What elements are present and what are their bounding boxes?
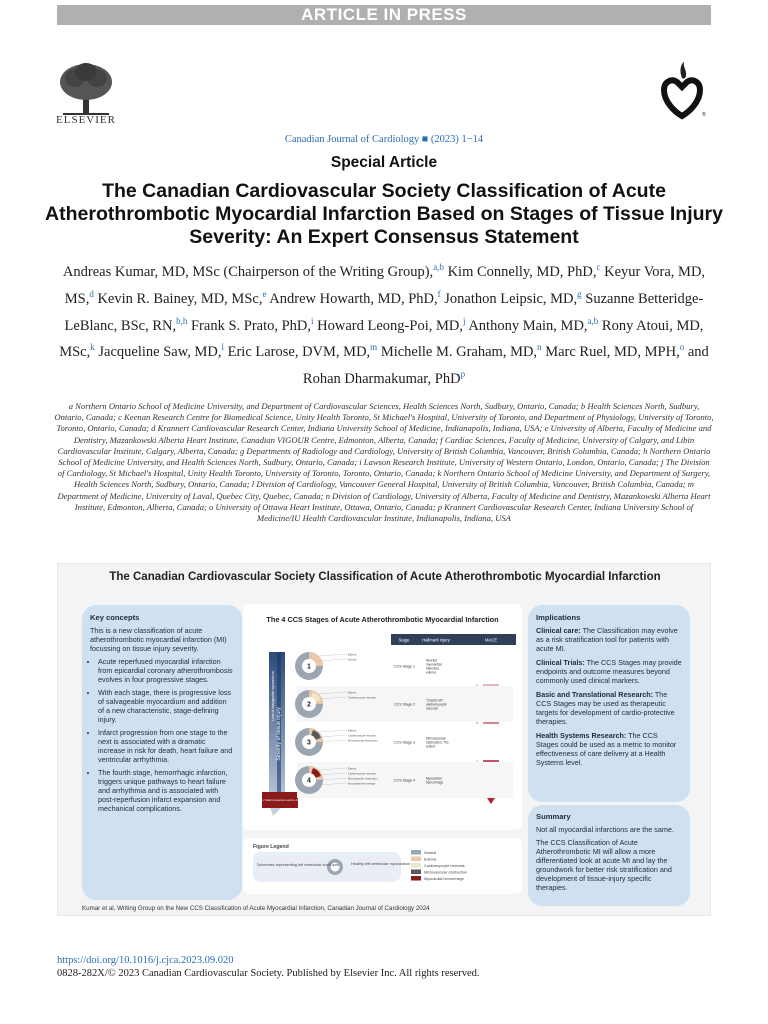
stage-name: CCS Stage 1 bbox=[394, 664, 415, 669]
author: Howard Leong-Poi, MD, bbox=[317, 317, 463, 334]
implication-item: Basic and Translational Research: The CCS Stages may be used as therapeutic targets for development of cardio-protective therapies. bbox=[536, 690, 675, 726]
key-concept-item: • Infarct progression from one stage to the next is associated with a dramatic increase in risk for death, heart failure and ventricular arrhythmia. bbox=[98, 728, 234, 764]
article-type: Special Article bbox=[330, 154, 438, 171]
ccs-stages-diagram bbox=[243, 604, 522, 830]
legend-graphic bbox=[243, 838, 522, 894]
stage-callout-label: Edema bbox=[348, 691, 357, 695]
legend-title: Figure Legend bbox=[253, 844, 289, 850]
stage-callout-label: Myocardial hemorrhage bbox=[348, 782, 376, 786]
implications-panel bbox=[528, 605, 690, 802]
author-affiliation-ref[interactable]: j bbox=[462, 315, 466, 326]
author: and bbox=[687, 344, 709, 361]
implication-item: Clinical Trials: The CCS Stages may provide endpoints and outcome measures beyond commonly used clinical markers. bbox=[536, 658, 682, 685]
central-illustration bbox=[57, 563, 711, 916]
stage-number: 1 bbox=[307, 663, 311, 671]
publisher-name: ELSEVIER bbox=[56, 114, 116, 126]
legend-item-label: Normal bbox=[424, 850, 437, 855]
author-affiliation-ref[interactable]: e bbox=[262, 288, 267, 299]
stage-callout-label: Edema bbox=[348, 729, 357, 733]
salvage-loss-label: Loss of salvageable myocardium bbox=[271, 671, 275, 721]
author: Andreas Kumar, MD, MSc (Chairperson of the Writing Group), bbox=[62, 263, 434, 280]
expansion-note: Endothelial / infarct expansion and re-hemorrhage bbox=[248, 798, 312, 802]
stage-callout-label: Cardiomyocyte necrosis bbox=[348, 734, 376, 738]
stage-name: CCS Stage 3 bbox=[394, 740, 415, 745]
legend-swatch bbox=[411, 870, 421, 875]
legend-swatch bbox=[411, 850, 421, 855]
legend-item-label: Cardiomyocyte necrosis bbox=[424, 863, 465, 868]
author: Jonathon Leipsic, MD, bbox=[444, 290, 578, 307]
illustration-title: The Canadian Cardiovascular Society Classification of Acute Atherothrombotic Myocardial Infarction bbox=[109, 571, 661, 583]
stage-callout-label: Normal bbox=[348, 658, 357, 662]
legend-swatch bbox=[411, 863, 421, 868]
author-affiliation-ref[interactable]: p bbox=[460, 369, 466, 380]
legend-swatches bbox=[411, 850, 467, 881]
stage-hallmark: Aborted myocardial infarction, edema bbox=[426, 658, 442, 675]
author-affiliation-ref[interactable]: m bbox=[370, 342, 378, 353]
stage-callout-label: Microvascular obstruction bbox=[348, 739, 378, 743]
author-affiliation-ref[interactable]: a,b bbox=[433, 262, 444, 272]
key-concept-item: • The fourth stage, hemorrhagic infarction, triggers unique pathways to heart failure and arrhythmia and is associated with post-reperfusion infarct expansion and mechanical complications. bbox=[98, 768, 234, 813]
stage-callout-label: Cardiomyocyte necrosis bbox=[348, 696, 376, 700]
author: Marc Ruel, MD, MPH, bbox=[545, 344, 680, 361]
author: Jacqueline Saw, MD, bbox=[98, 344, 222, 361]
summary-heading: Summary bbox=[536, 812, 571, 821]
summary-p2: The CCS Classification of Acute Atherothrombotic MI will allow a more differentiated look at acute MI and lay the groundwork for better risk stratification and development of tissue-injury specific therapies. bbox=[536, 838, 672, 892]
article-title: The Canadian Cardiovascular Society Classification of Acute Atherothrombotic Myocardial Infarction Based on Stages of Tissue Injury Severity: An Expert Consensus Statement bbox=[45, 180, 723, 248]
key-concepts-heading: Key concepts bbox=[90, 613, 140, 622]
author-affiliation-ref[interactable]: c bbox=[596, 262, 601, 272]
author: Rohan Dharmakumar, PhD bbox=[302, 371, 461, 388]
heart-flame-icon bbox=[651, 60, 713, 122]
author: Eric Larose, DVM, MD, bbox=[227, 344, 371, 361]
legend-swatch bbox=[411, 857, 421, 862]
affiliations: a Northern Ontario School of Medicine University, and Department of Cardiovascular Sciences, Health Sciences North, Sudbury, Ontario, Canada; b Health Sciences North, Sudbury, Ontario, Canada; c Keenan Research Centre for Biomedical Science, Unity Health Toronto, St Michael's Hospital, University of Toronto, and Department of Physiology, University of Toronto, Toronto, Ontario, Canada; d Krannert Cardiovascular Research Center, Indiana University School of Medicine, Indianapolis, Indiana, USA; e University of Alberta, Faculty of Medicine and Dentistry, Mazankowski Alberta Heart Institute, Canadian VIGOUR Centre, Edmonton, Alberta, Canada; f Cardiac Sciences, Faculty of Medicine, University of Calgary, and Libin Cardiovascular Institute, Calgary, Alberta, Canada; g Departments of Radiology and Cardiology, University of British Columbia, Vancouver, British Columbia, Canada; h Northern Ontario School of Medicine University, and Health Sciences North, Sudbury, Ontario, Canada; i Lawson Research Institute, University of Western Ontario, London, Ontario, Canada; j The Division of Cardiology, St Michael's Hospital, Unity Health Toronto, University of Toronto, Toronto, Ontario, Canada; k Northern Ontario School of Medicine University, and Department of Surgery, Health Sciences North, Sudbury, Ontario, Canada; l Division of Cardiology, Vancouver General Hospital, University of British Columbia, Vancouver, British Columbia, Canada; m Department of Medicine, University of Laval, Quebec City, Quebec, Canada; n Division of Cardiology, University of Alberta, Faculty of Medicine and Dentistry, Mazankowski Alberta Heart Institute, Edmonton, Alberta, Canada; o University of Ottawa Heart Institute, Ottawa, Ontario, Canada; p Krannert Cardiovascular Research Center, Indiana University School of Medicine/IU Health Cardiovascular Institute, Indianapolis, Indiana, USA bbox=[54, 401, 714, 524]
summary-p1: Not all myocardial infarctions are the same. bbox=[536, 825, 674, 834]
key-concepts-list bbox=[90, 657, 234, 813]
elsevier-logo[interactable] bbox=[55, 60, 117, 130]
copyright-line: 0828-282X/© 2023 Canadian Cardiovascular Society. Published by Elsevier Inc. All rights reserved. bbox=[57, 968, 480, 979]
author-affiliation-ref[interactable]: g bbox=[577, 288, 582, 299]
author-affiliation-ref[interactable]: i bbox=[311, 315, 314, 326]
author: Michelle M. Graham, MD, bbox=[380, 344, 538, 361]
key-concept-item: • Acute reperfused myocardial infarction from epicardial coronary atherothrombosis evolves in four progressive stages. bbox=[98, 657, 234, 684]
implications-heading: Implications bbox=[536, 613, 581, 622]
stage-hallmark: Microvascular obstruction, "No reflow" bbox=[426, 736, 449, 749]
header-stage: Stage bbox=[398, 637, 410, 643]
implication-item: Clinical care: The Classification may evolve as a risk stratification tool for patients with acute MI. bbox=[536, 626, 678, 653]
header-hallmark: Hallmark injury bbox=[422, 637, 450, 643]
author: Kevin R. Bainey, MD, MSc, bbox=[97, 290, 263, 307]
author-affiliation-ref[interactable]: a,b bbox=[587, 315, 599, 326]
stages-diagram-title: The 4 CCS Stages of Acute Atherothrombotic Myocardial Infarction bbox=[266, 615, 499, 624]
illustration-caption: Kumar et al, Writing Group on the New CCS Classification of Acute Myocardial Infarction, Canadian Journal of Cardiology 2024 bbox=[82, 905, 430, 912]
legend-item-label: Myocardial hemorrhage bbox=[424, 876, 464, 881]
implication-item: Health Systems Research: The CCS Stages could be used as a metric to monitor effectiveness of care delivery at a Health Systems level. bbox=[536, 731, 677, 767]
stages-figure bbox=[243, 604, 522, 830]
key-concepts-intro: This is a new classification of acute atherothrombotic myocardial infarction (MI) focussing on tissue injury severity. bbox=[90, 626, 227, 653]
table-header-bar bbox=[391, 634, 516, 645]
stage-number: 3 bbox=[307, 739, 311, 747]
author: Frank S. Prato, PhD, bbox=[190, 317, 312, 334]
stage-callout-label: Cardiomyocyte necrosis bbox=[348, 772, 376, 776]
figure-legend bbox=[243, 838, 522, 894]
author-affiliation-ref[interactable]: b,h bbox=[176, 315, 188, 326]
journal-citation-link[interactable]: Canadian Journal of Cardiology ■ (2023) 1−14 bbox=[284, 134, 484, 145]
legend-swatch bbox=[411, 876, 421, 881]
stage-callout-label: Edema bbox=[348, 767, 357, 771]
header-mace: MACE bbox=[484, 637, 498, 643]
author: Andrew Howarth, MD, PhD, bbox=[269, 290, 438, 307]
author-affiliation-ref[interactable]: o bbox=[679, 342, 685, 353]
key-concept-item: • With each stage, there is progressive loss of salvageable myocardium and addition of a new characteristic, stage-defining injury. bbox=[98, 688, 234, 724]
author-affiliation-ref[interactable]: d bbox=[89, 288, 94, 299]
stage-number: 4 bbox=[307, 777, 311, 785]
author-affiliation-ref[interactable]: k bbox=[90, 342, 95, 353]
elsevier-tree-icon bbox=[55, 60, 117, 116]
svg-text:®: ® bbox=[702, 112, 706, 118]
author: Rony Atoui, MD, MSc, bbox=[59, 317, 704, 361]
stage-name: CCS Stage 4 bbox=[394, 778, 415, 783]
stage-callout-label: Microvascular obstruction bbox=[348, 777, 378, 781]
author-list bbox=[48, 256, 720, 390]
ccs-society-logo[interactable] bbox=[651, 60, 713, 122]
author: Kim Connelly, MD, PhD, bbox=[447, 263, 597, 280]
stage-name: CCS Stage 2 bbox=[394, 702, 415, 707]
article-in-press-banner: ARTICLE IN PRESS bbox=[57, 5, 711, 25]
stage-hallmark: "Classic MI", cardiomyocyte necrosis bbox=[426, 698, 447, 711]
stage-hallmark: Myocardial hemorrhage bbox=[426, 776, 444, 785]
stage-number: 2 bbox=[307, 701, 311, 709]
author-affiliation-ref[interactable]: f bbox=[437, 288, 441, 299]
key-concepts-panel bbox=[82, 605, 242, 900]
stage-rows bbox=[295, 648, 513, 798]
legend-item-label: Microvascular obstruction bbox=[424, 870, 468, 875]
author-affiliation-ref[interactable]: n bbox=[537, 342, 542, 353]
stage-callout-label: Edema bbox=[348, 653, 357, 657]
doi-link[interactable]: https://doi.org/10.1016/j.cjca.2023.09.020 bbox=[57, 955, 234, 966]
severity-label: Severity of tissue injury bbox=[276, 707, 282, 761]
summary-panel bbox=[528, 805, 690, 906]
legend-item-label: Edema bbox=[424, 857, 437, 862]
author-affiliation-ref[interactable]: l bbox=[221, 342, 224, 353]
author: Anthony Main, MD, bbox=[468, 317, 588, 334]
legend-schematic: Schematic representing left ventricular short axis bbox=[257, 863, 339, 867]
legend-healthy: Healthy left ventricular myocardium bbox=[351, 862, 411, 866]
author: Keyur Vora, MD, MS, bbox=[64, 263, 706, 307]
author: Suzanne Betteridge-LeBlanc, BSc, RN, bbox=[64, 290, 704, 334]
